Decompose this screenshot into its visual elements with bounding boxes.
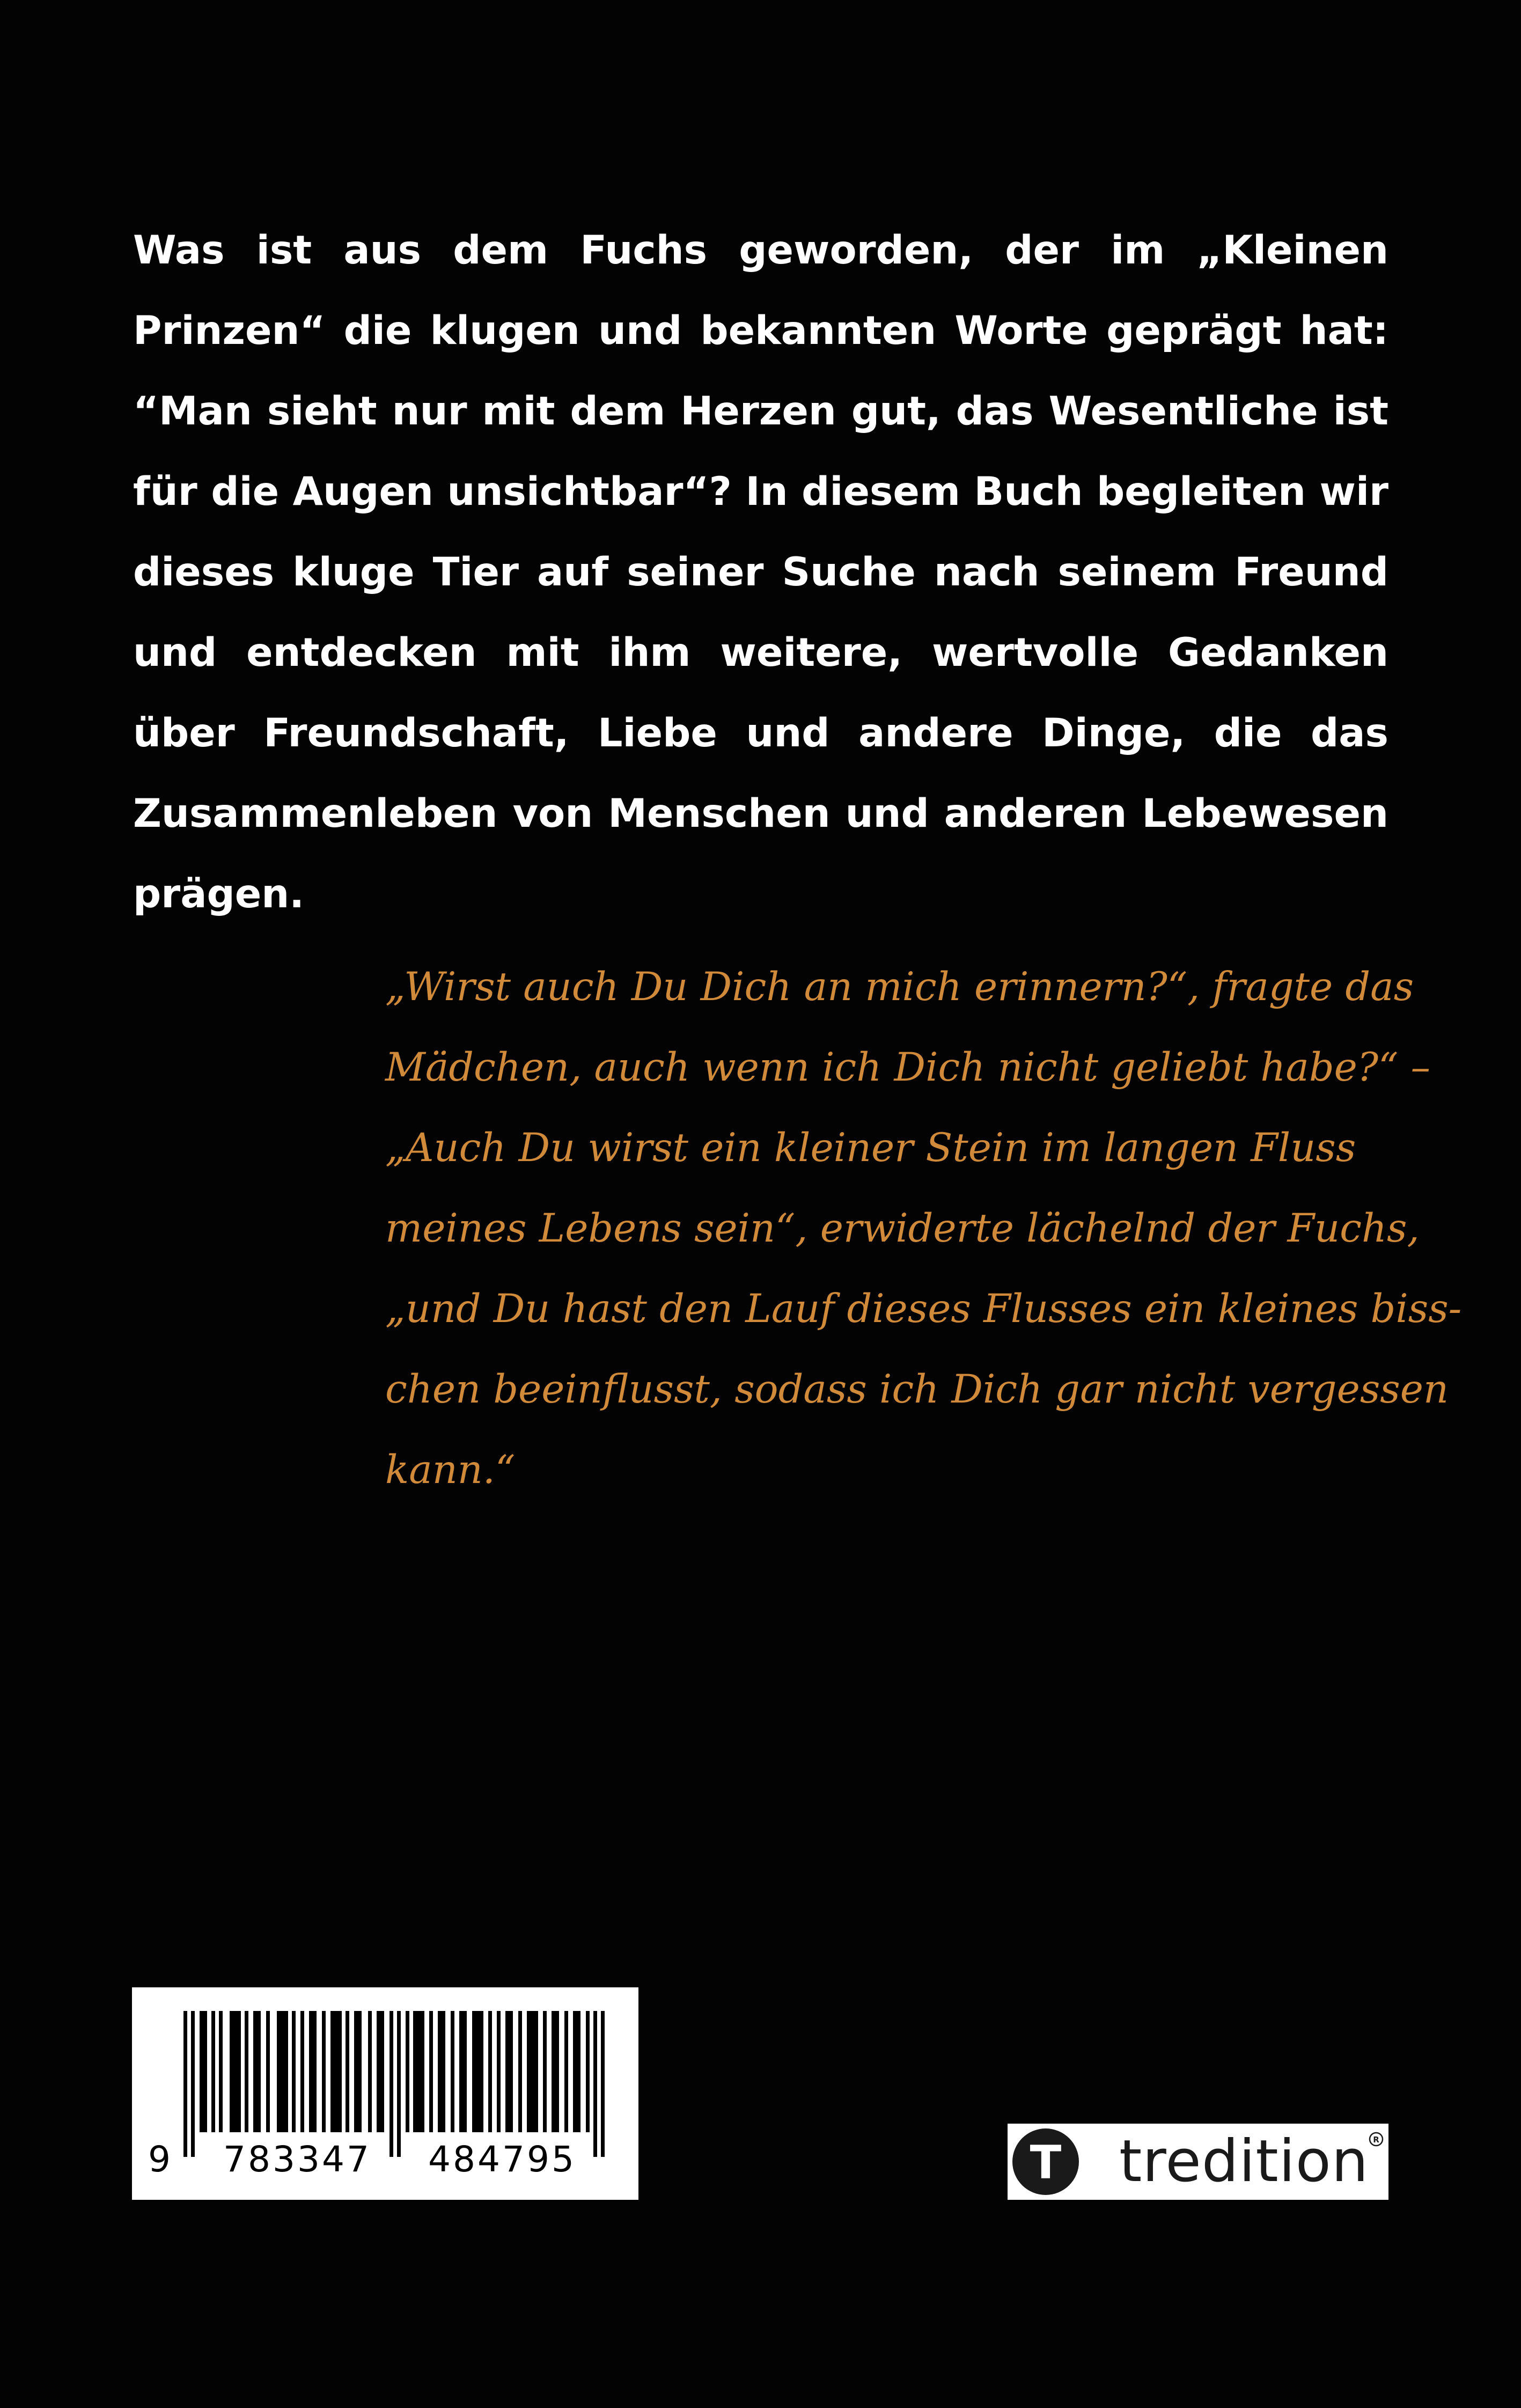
quote-line: Mädchen, auch wenn ich Dich nicht geliebt habe?“ – [385,1045,1431,1090]
quote-line: chen beeinflusst, sodass ich Dich gar nicht vergessen [385,1367,1449,1412]
quote-line: meines Lebens sein“, erwiderte lächelnd der Fuchs, [385,1206,1420,1251]
back-cover-blurb: Was ist aus dem Fuchs geworden, der im „Kleinen Prinzen“ die klugen und bekannten Worte geprägt hat: “Man sieht nur mit dem Herzen gut, das Wesentliche ist für die Augen unsichtbar“? In diesem Buch begleiten wir dieses kluge Tier auf seiner Suche nach seinem Freund und entdecken mit ihm weitere, wertvolle Gedanken über Freundschaft, Liebe und andere Dinge, die das Zusammenleben von Menschen und anderen Lebewesen prägen. [133,227,1388,917]
registered-mark-icon [1368,2131,1384,2147]
quote-line: „Wirst auch Du Dich an mich erinnern?“, fragte das [385,964,1414,1010]
fox-quote [385,947,1462,1510]
svg-text:R: R [1373,2135,1379,2145]
isbn-barcode [132,1987,638,2200]
publisher-name: tredition [1119,2128,1369,2195]
quote-line: kann.“ [385,1447,516,1493]
isbn-digits-left: 783347 [223,2139,371,2180]
publisher-logo [1008,2124,1388,2200]
quote-line: „und Du hast den Lauf dieses Flusses ein kleines biss- [385,1286,1462,1332]
isbn-lead-digit: 9 [148,2139,171,2180]
logo-letter: T [1030,2136,1062,2190]
quote-line: „Auch Du wirst ein kleiner Stein im langen Fluss [385,1125,1356,1171]
tredition-logo-icon [1011,2127,1081,2197]
isbn-digits-right: 484795 [428,2139,576,2180]
